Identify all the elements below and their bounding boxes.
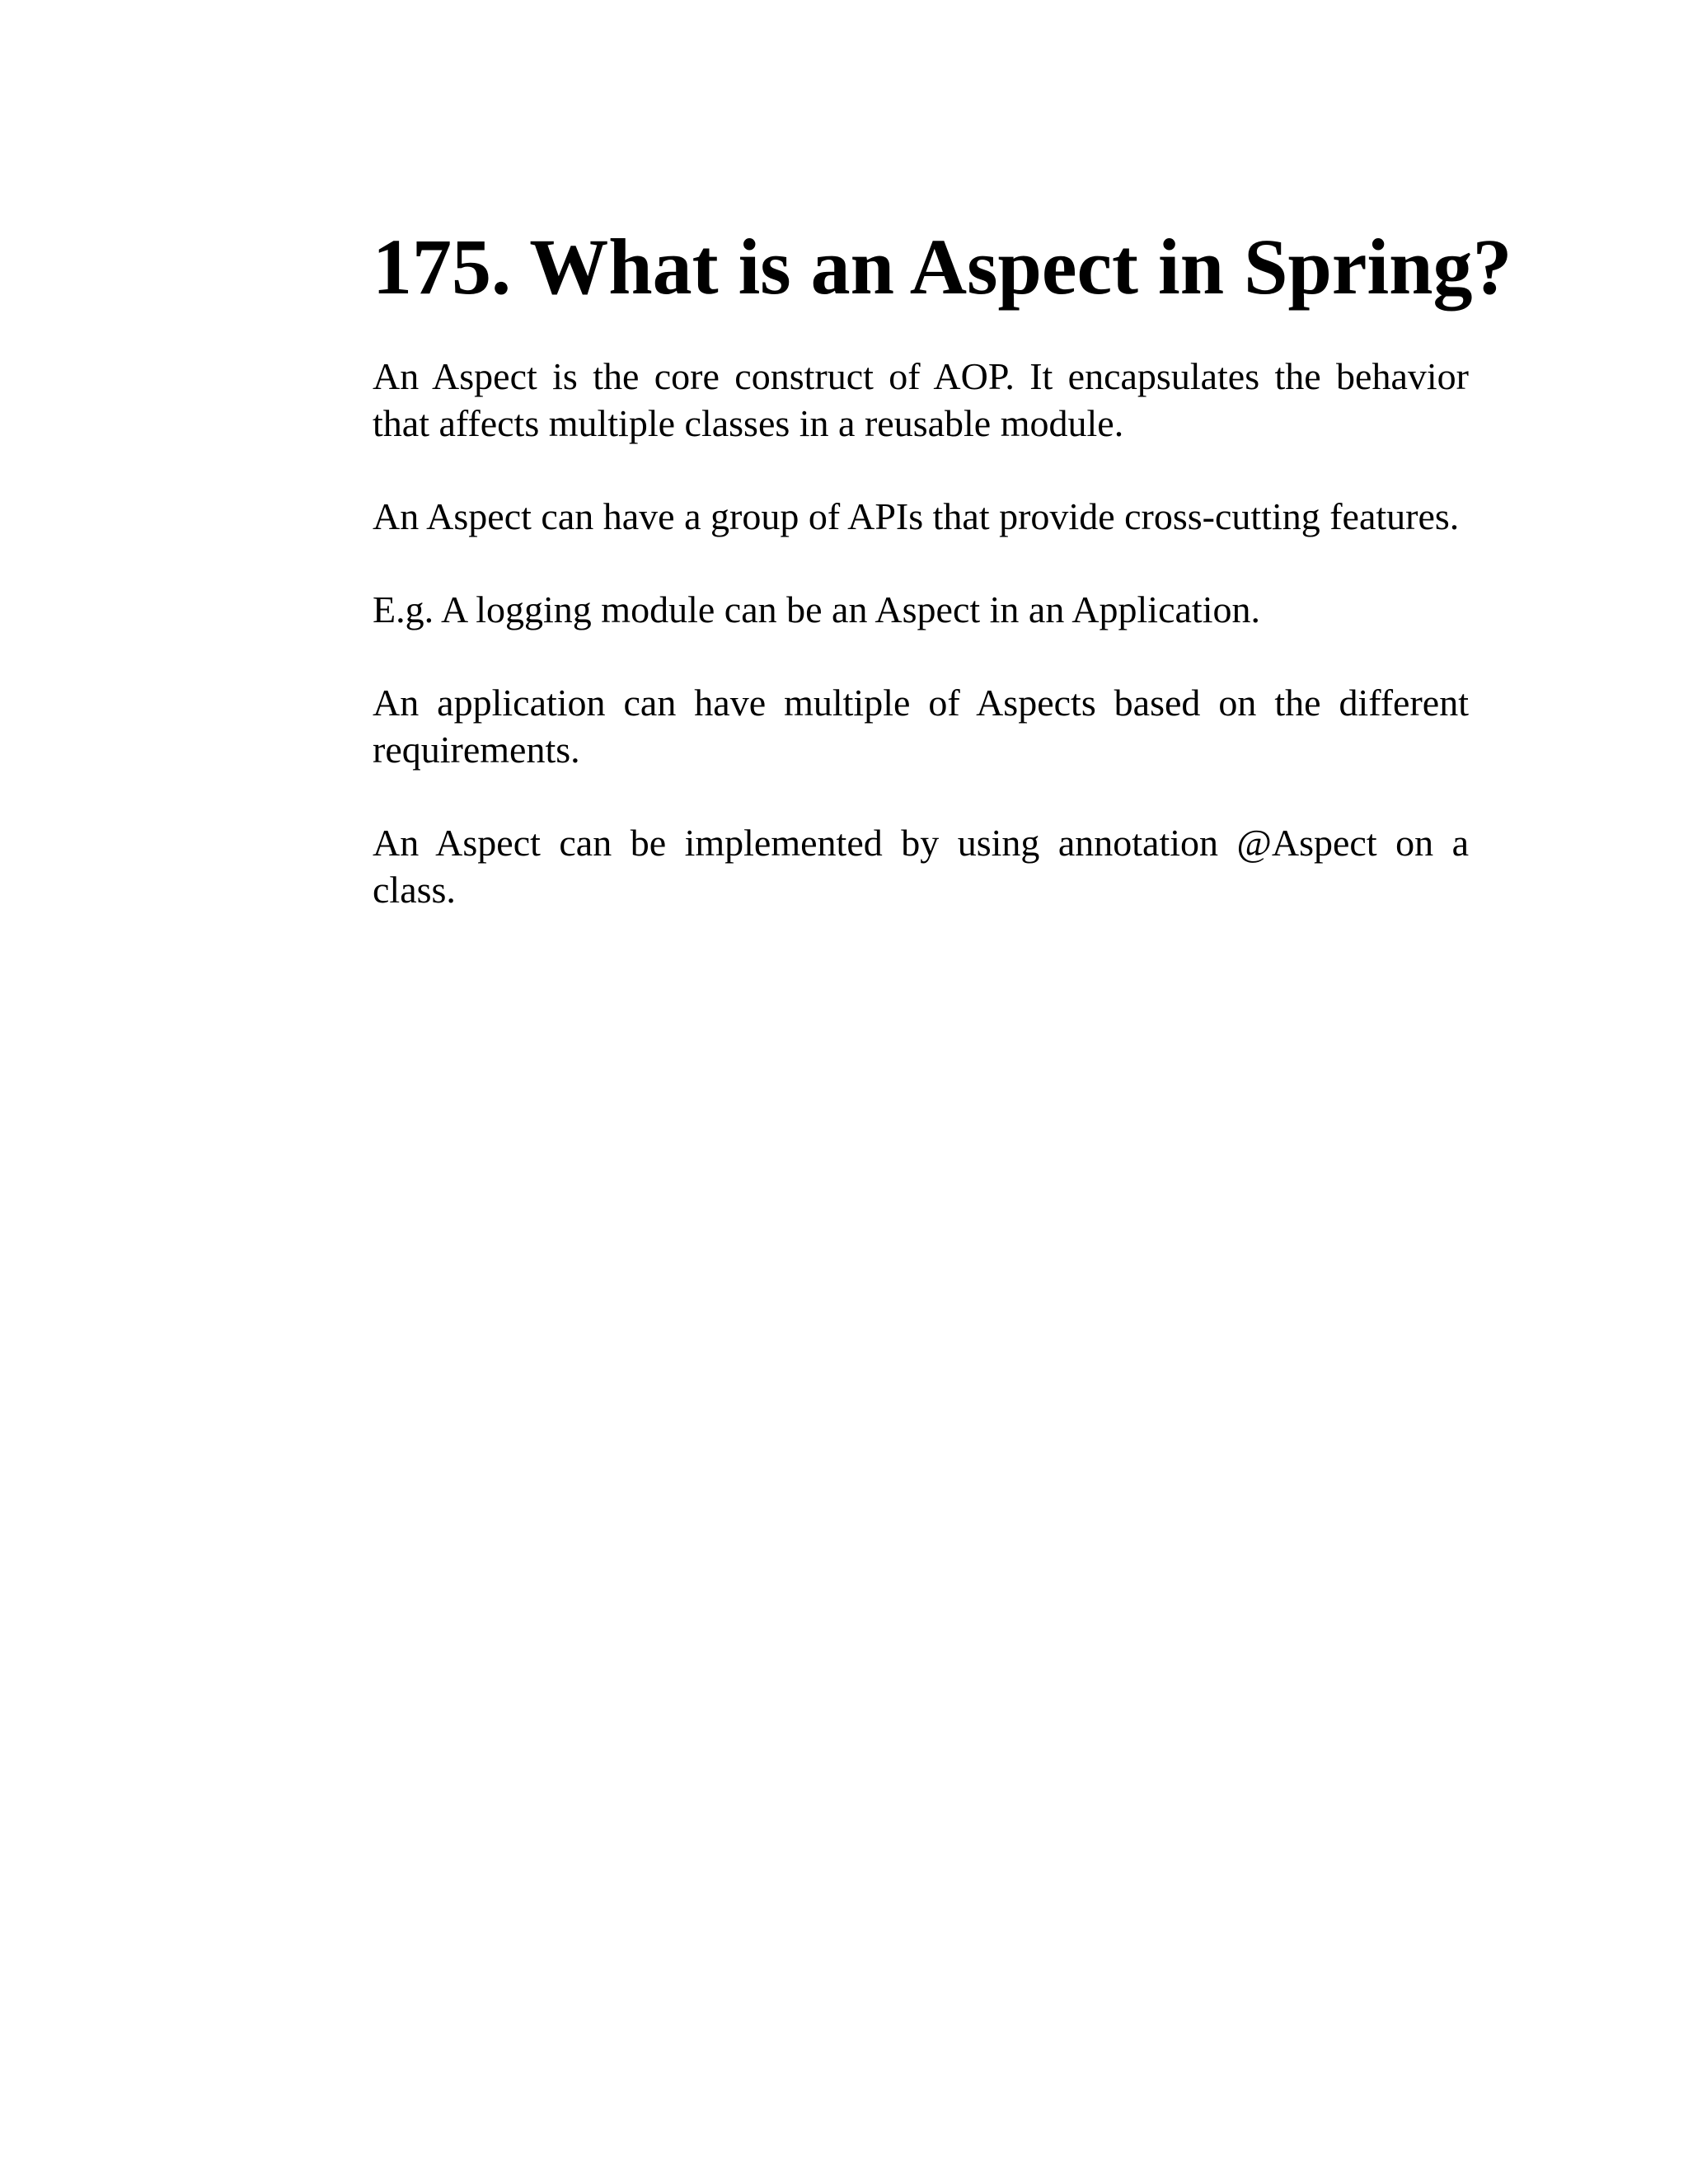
paragraph-aspect-annotation: An Aspect can be implemented by using annotation @Aspect on a class. (373, 822, 1469, 911)
page-content (373, 221, 1512, 959)
paragraph-logging-example: E.g. A logging module can be an Aspect in an Application. (373, 588, 1260, 630)
page-title: 175. What is an Aspect in Spring? (373, 223, 1512, 311)
body-text (373, 353, 1469, 913)
paragraph-aspect-definition: An Aspect is the core construct of AOP. It encapsulates the behavior that affects multiple classes in a reusable module. (373, 355, 1469, 444)
paragraph-aspect-apis: An Aspect can have a group of APIs that provide cross-cutting features. (373, 495, 1460, 537)
paragraph-multiple-aspects: An application can have multiple of Aspects based on the different requirements. (373, 682, 1469, 771)
